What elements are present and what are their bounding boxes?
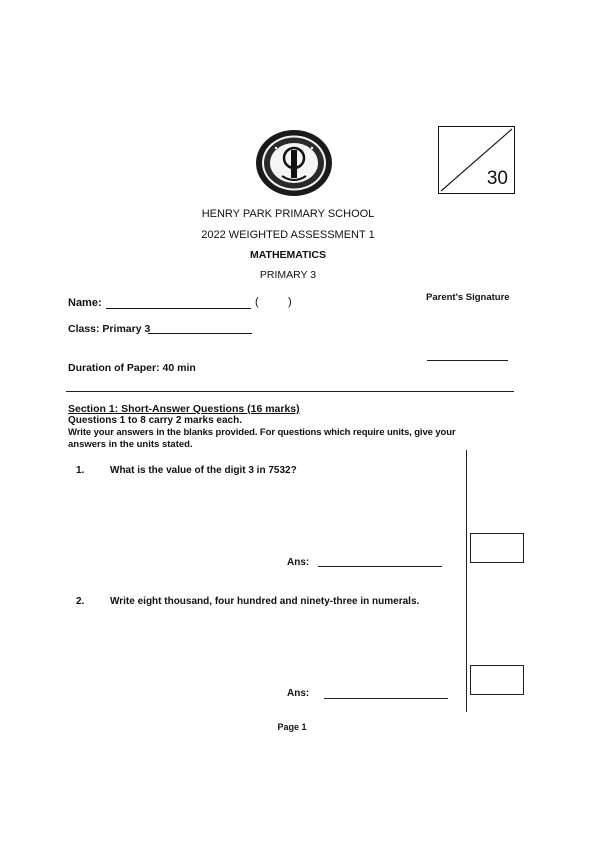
- section-title: Section 1: Short-Answer Questions (16 marks): [68, 403, 300, 415]
- parent-signature-label: Parent's Signature: [426, 292, 510, 303]
- question-1-mark-box[interactable]: [470, 533, 524, 563]
- question-1-ans-label: Ans:: [287, 557, 310, 568]
- question-1-answer-line[interactable]: [318, 566, 442, 567]
- register-paren-open: (: [255, 296, 259, 308]
- page-number: Page 1: [277, 722, 307, 732]
- name-label: Name:: [68, 297, 102, 309]
- marks-margin-rule: [466, 450, 467, 712]
- instruction-line-2: answers in the units stated.: [68, 439, 193, 450]
- school-name: HENRY PARK PRIMARY SCHOOL: [201, 208, 375, 220]
- name-input[interactable]: [106, 298, 251, 309]
- school-crest-logo: [252, 128, 336, 198]
- question-1-text: What is the value of the digit 3 in 7532?: [110, 465, 297, 476]
- question-2-mark-box[interactable]: [470, 665, 524, 695]
- marks-note: Questions 1 to 8 carry 2 marks each.: [68, 415, 242, 426]
- parent-signature-line[interactable]: [427, 360, 508, 361]
- assessment-title: 2022 WEIGHTED ASSESSMENT 1: [201, 229, 375, 241]
- question-2-ans-label: Ans:: [287, 688, 310, 699]
- duration-text: Duration of Paper: 40 min: [68, 362, 196, 374]
- class-input[interactable]: [148, 325, 252, 334]
- instruction-line-1: Write your answers in the blanks provided. For questions which require units, give your: [68, 427, 456, 438]
- level-title: PRIMARY 3: [259, 269, 317, 281]
- question-1-number: 1.: [76, 465, 85, 476]
- register-paren-close: ): [288, 296, 292, 308]
- question-2-answer-line[interactable]: [324, 698, 448, 699]
- question-2-number: 2.: [76, 596, 85, 607]
- subject-title: MATHEMATICS: [249, 249, 327, 261]
- score-box: [438, 126, 515, 194]
- score-total: 30: [486, 168, 508, 189]
- class-label: Class: Primary 3: [68, 323, 151, 335]
- question-2-text: Write eight thousand, four hundred and ninety-three in numerals.: [110, 596, 420, 607]
- section-divider: [66, 391, 514, 392]
